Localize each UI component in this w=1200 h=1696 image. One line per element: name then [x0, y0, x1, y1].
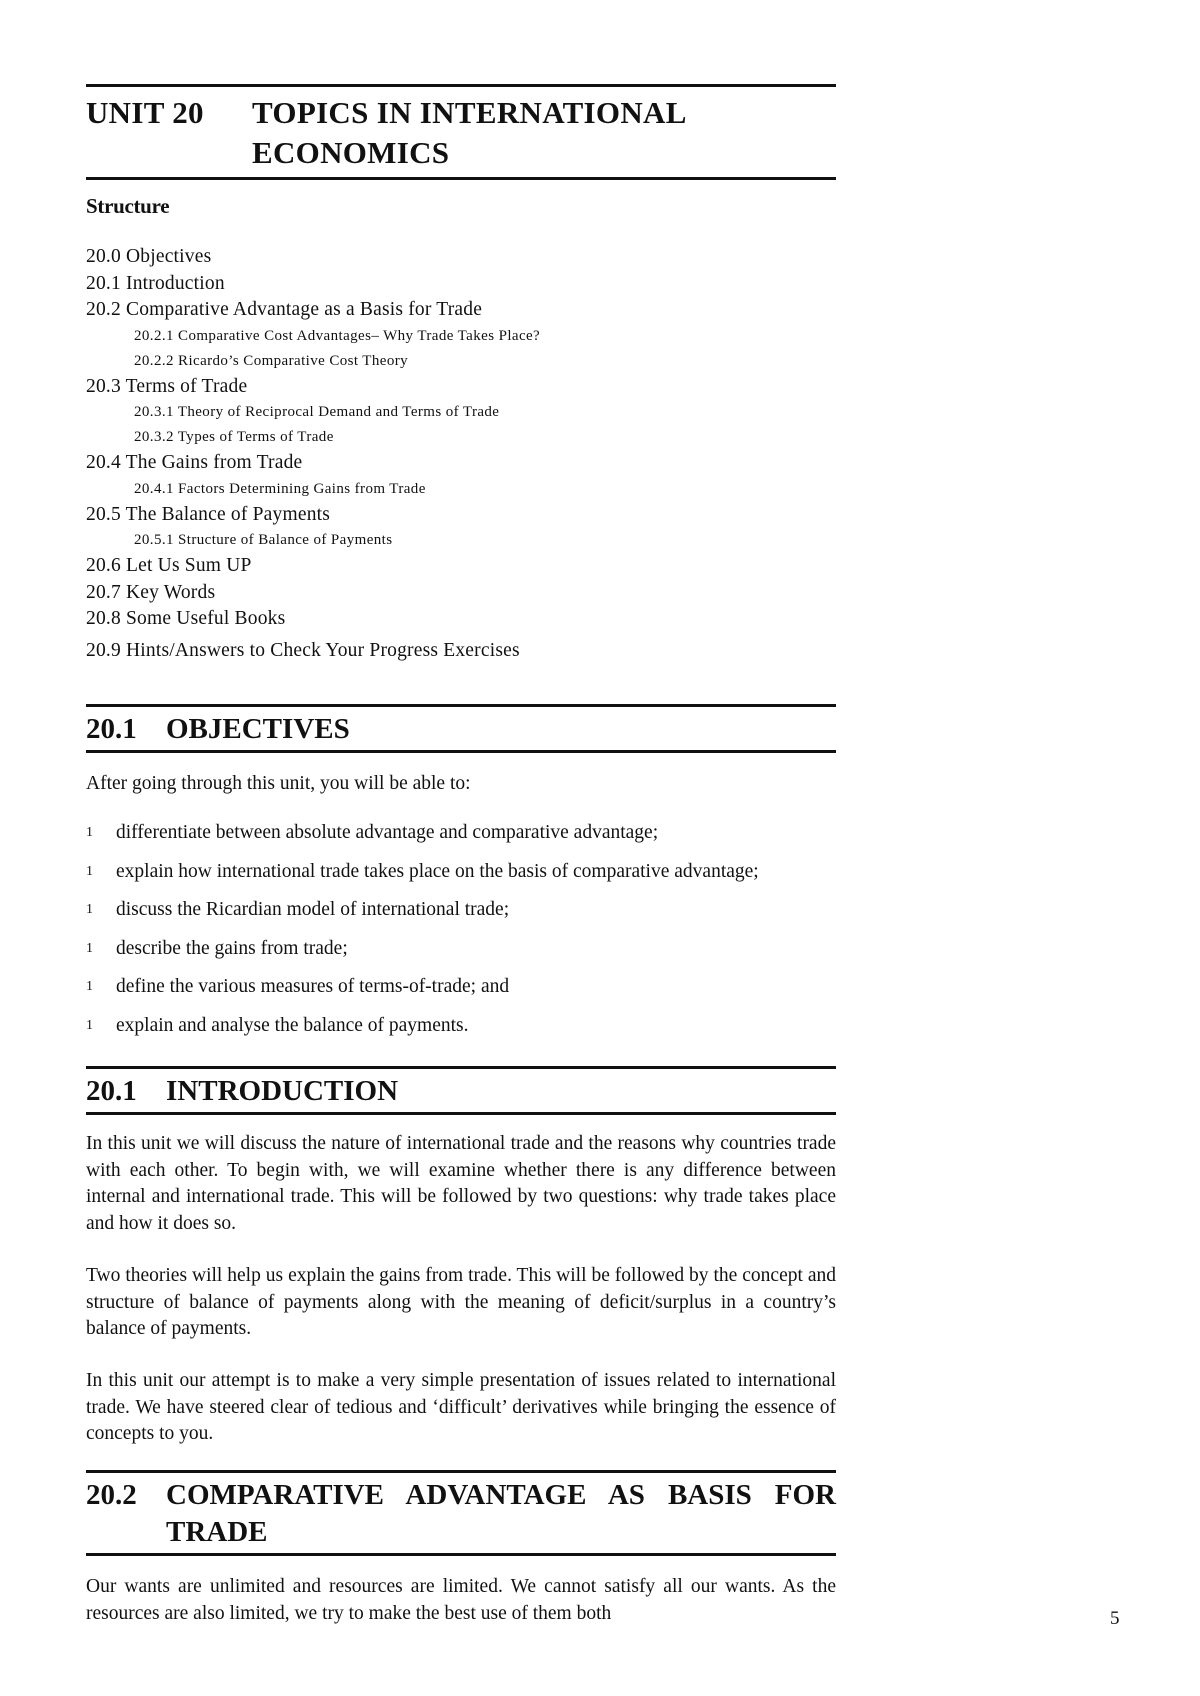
toc-item[interactable]: 20.5 The Balance of Payments — [86, 503, 331, 525]
toc-item[interactable]: 20.1 Introduction — [86, 272, 225, 294]
bullet-icon: 1 — [86, 979, 93, 994]
toc-subitem[interactable]: 20.3.1 Theory of Reciprocal Demand and Terms of Trade — [134, 404, 500, 420]
toc-item[interactable]: 20.8 Some Useful Books — [86, 608, 286, 629]
section-title-line2: TRADE — [166, 1516, 268, 1548]
bullet-icon: 1 — [86, 863, 93, 879]
list-item: 1 explain how international trade takes place on the basis of comparative advantage; — [86, 859, 836, 898]
bullet-icon: 1 — [86, 902, 93, 917]
section-title: OBJECTIVES — [166, 713, 350, 745]
unit-title-line1: TOPICS IN INTERNATIONAL — [252, 95, 687, 130]
comparative-paragraph: Our wants are unlimited and resources are limited. We cannot satisfy all our wants. As the resources are also limited, we try to make the best use of them both — [86, 1576, 836, 1624]
toc-item[interactable]: 20.9 Hints/Answers to Check Your Progress Exercises — [86, 639, 520, 661]
list-item: 1 define the various measures of terms-of-trade; and — [86, 974, 836, 1013]
introduction-heading — [86, 1066, 836, 1115]
unit-number: UNIT 20 — [86, 95, 204, 130]
section-number: 20.1 — [86, 1075, 137, 1107]
bullet-icon: 1 — [86, 825, 93, 840]
list-item: 1 explain and analyse the balance of payments. — [86, 1013, 836, 1052]
toc-item[interactable]: 20.0 Objectives — [86, 246, 212, 267]
objectives-heading — [86, 704, 836, 753]
unit-title-line2: ECONOMICS — [252, 135, 450, 170]
objectives-intro: After going through this unit, you will be able to: — [86, 773, 471, 794]
toc-item[interactable]: 20.2 Comparative Advantage as a Basis for Trade — [86, 299, 483, 320]
introduction-paragraph: Two theories will help us explain the gains from trade. This will be followed by the concept and structure of balance of payments along with the meaning of deficit/surplus in a country’s balance of payments. — [86, 1265, 836, 1340]
table-of-contents — [86, 244, 836, 664]
section-number: 20.2 — [86, 1479, 137, 1511]
unit-header — [86, 84, 836, 180]
section-number: 20.1 — [86, 713, 137, 745]
introduction-paragraph: In this unit our attempt is to make a very simple presentation of issues related to international trade. We have steered clear of tedious and ‘difficult’ derivatives while bringing the essence of concepts to you. — [86, 1370, 836, 1445]
section-title-line1: COMPARATIVE ADVANTAGE AS BASIS FOR — [166, 1479, 836, 1511]
toc-item[interactable]: 20.7 Key Words — [86, 581, 216, 603]
bullet-icon: 1 — [86, 1017, 93, 1033]
structure-label: Structure — [86, 194, 170, 218]
comparative-heading — [86, 1470, 836, 1556]
toc-subitem[interactable]: 20.5.1 Structure of Balance of Payments — [134, 532, 393, 548]
toc-subitem[interactable]: 20.3.2 Types of Terms of Trade — [134, 429, 334, 445]
page-number: 5 — [1110, 1608, 1120, 1629]
introduction-paragraph: In this unit we will discuss the nature of international trade and the reasons why countries trade with each other. To begin with, we will examine whether there is any difference between internal and international trade. This will be followed by two questions: why trade takes place and how it does so. — [86, 1133, 836, 1234]
objectives-list — [86, 820, 836, 1051]
toc-item[interactable]: 20.6 Let Us Sum UP — [86, 555, 252, 576]
section-title: INTRODUCTION — [166, 1075, 399, 1107]
list-item: 1 describe the gains from trade; — [86, 936, 836, 975]
bullet-icon: 1 — [86, 940, 93, 956]
toc-subitem[interactable]: 20.2.2 Ricardo’s Comparative Cost Theory — [134, 352, 409, 369]
toc-subitem[interactable]: 20.4.1 Factors Determining Gains from Trade — [134, 480, 426, 497]
list-item: 1 differentiate between absolute advantage and comparative advantage; — [86, 820, 836, 859]
toc-subitem[interactable]: 20.2.1 Comparative Cost Advantages– Why Trade Takes Place? — [134, 327, 541, 344]
list-item: 1 discuss the Ricardian model of international trade; — [86, 897, 836, 936]
toc-item[interactable]: 20.3 Terms of Trade — [86, 375, 248, 397]
toc-item[interactable]: 20.4 The Gains from Trade — [86, 452, 303, 473]
